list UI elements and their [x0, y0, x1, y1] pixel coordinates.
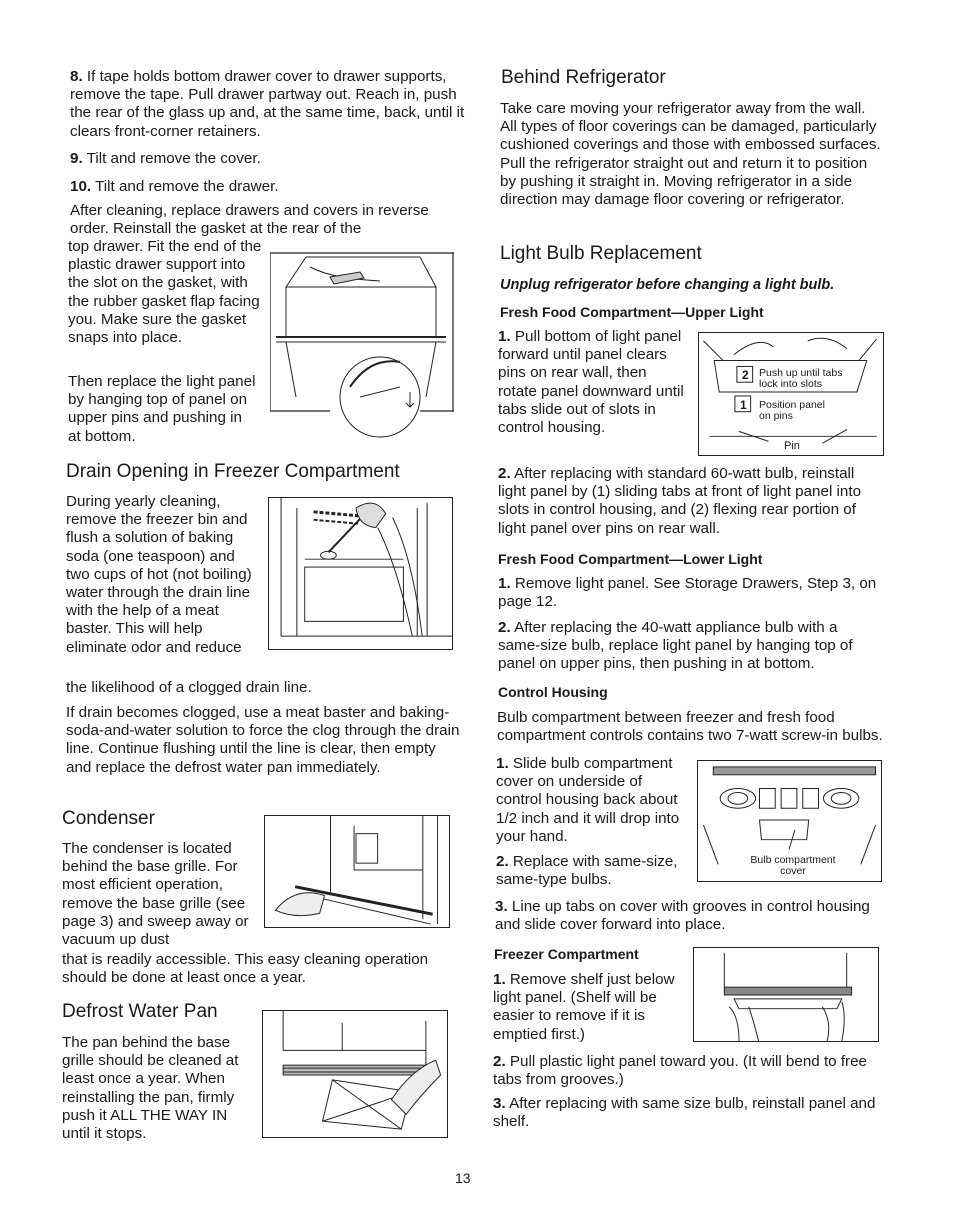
upper-light-title: Fresh Food Compartment—Upper Light [500, 304, 764, 320]
freezer-title: Freezer Compartment [494, 946, 639, 962]
control-step-3: 3. Line up tabs on cover with grooves in control housing and slide cover forward into place. [495, 898, 870, 934]
position-panel-label: Position panel on pins [759, 399, 825, 422]
freezer-step-3: 3. After replacing with same size bulb, reinstall panel and shelf. [493, 1095, 876, 1131]
control-housing-title: Control Housing [498, 684, 608, 700]
bulb-cover-label: Bulb compartment cover [750, 854, 836, 877]
push-up-label: Push up until tabs lock into slots [759, 367, 843, 390]
lower-step-1: 1. Remove light panel. See Storage Drawers, Step 3, on page 12. [498, 575, 877, 611]
drawer-gasket-figure [270, 247, 454, 443]
control-housing-figure [697, 760, 882, 882]
defrost-pan-figure [262, 1010, 448, 1138]
drawer-gasket-illustration [270, 247, 454, 443]
upper-light-illustration [699, 333, 883, 455]
box-1-label: 1 [740, 398, 747, 412]
behind-para: Take care moving your refrigerator away from the wall. All types of floor coverings can be damaged, particularly cushioned coverings and those with embossed surfaces. Pull the refrigerator straight out and return it to position by pushing it straight in. Moving refrigerator in a side direction may damage floor covering or refrigerator. [500, 100, 881, 209]
control-step-2: 2. Replace with same-size, same-type bulbs. [496, 853, 678, 889]
drain-para-1: During yearly cleaning, remove the freezer bin and flush a solution of baking soda (one teaspoon) and two cups of hot (not boiling) water through the drain line with the help of a meat baster. This will help eliminate odor and reduce [66, 493, 252, 656]
step-9: 9. Tilt and remove the cover. [70, 150, 261, 167]
upper-light-figure [698, 332, 884, 456]
meat-baster-illustration [269, 498, 452, 649]
gasket-text: top drawer. Fit the end of the plastic drawer support into the slot on the gasket, with the rubber gasket flap facing you. Make sure the gasket snaps into place. [68, 238, 262, 347]
lower-light-title: Fresh Food Compartment—Lower Light [498, 551, 763, 567]
condenser-para-end: that is readily accessible. This easy cleaning operation should be done at least once a year. [62, 951, 429, 987]
pin-label: Pin [784, 440, 800, 452]
vacuum-condenser-illustration [265, 816, 449, 927]
freezer-step-2: 2. Pull plastic light panel toward you. (It will bend to free tabs from grooves.) [493, 1053, 867, 1089]
bulb-heading: Light Bulb Replacement [500, 243, 702, 264]
replace-light-text: Then replace the light panel by hanging top of panel on upper pins and pushing in at bottom. [68, 373, 256, 445]
condenser-para: The condenser is located behind the base grille. For most efficient operation, remove the base grille (see page 3) and sweep away or vacuum up dust [62, 840, 249, 949]
control-step-1: 1. Slide bulb compartment cover on underside of control housing back about 1/2 inch and it will drop into your hand. [496, 755, 680, 845]
freezer-light-figure [693, 947, 879, 1042]
freezer-step-1: 1. Remove shelf just below light panel. (Shelf will be easier to remove if it is emptied first.) [493, 971, 675, 1043]
step-8: 8. If tape holds bottom drawer cover to drawer supports, remove the tape. Pull drawer partway out. Reach in, push the rear of the glass up and, at the same time, back, until it clears front-corner retainers. [70, 68, 465, 140]
defrost-pan-illustration [263, 1011, 447, 1137]
step-10: 10. Tilt and remove the drawer. [70, 178, 279, 195]
behind-heading: Behind Refrigerator [501, 67, 666, 88]
page-number: 13 [455, 1170, 471, 1186]
box-2-label: 2 [742, 368, 749, 382]
control-housing-para: Bulb compartment between freezer and fresh food compartment controls contains two 7-watt screw-in bulbs. [497, 709, 883, 745]
after-cleaning-text: After cleaning, replace drawers and covers in reverse order. Reinstall the gasket at the rear of the [70, 202, 429, 238]
drain-para-2: If drain becomes clogged, use a meat baster and baking-soda-and-water solution to force the clog through the drain line. Continue flushing until the line is clear, then empty and replace the defrost water pan immediately. [66, 704, 460, 776]
lower-step-2: 2. After replacing the 40-watt appliance bulb with a same-size bulb, replace light panel by hanging top of panel on upper pins, then pushing in at bottom. [498, 619, 853, 673]
unplug-warning: Unplug refrigerator before changing a light bulb. [500, 277, 835, 293]
freezer-light-illustration [694, 948, 878, 1041]
condenser-figure [264, 815, 450, 928]
defrost-heading: Defrost Water Pan [62, 1001, 218, 1022]
upper-step-1: 1. Pull bottom of light panel forward until panel clears pins on rear wall, then rotate panel downward until tabs slide out of slots in control housing. [498, 328, 684, 437]
drain-para-1-end: the likelihood of a clogged drain line. [66, 679, 312, 696]
defrost-para: The pan behind the base grille should be cleaned at least once a year. When reinstalling the pan, firmly push it ALL THE WAY IN until it stops. [62, 1034, 239, 1143]
freezer-drain-figure [268, 497, 453, 650]
condenser-heading: Condenser [62, 808, 155, 829]
drain-heading: Drain Opening in Freezer Compartment [66, 461, 400, 482]
upper-step-2: 2. After replacing with standard 60-watt bulb, reinstall light panel by (1) sliding tabs at front of light panel into slots in control housing, and (2) flexing rear portion of light panel over pins on rear wall. [498, 465, 862, 537]
